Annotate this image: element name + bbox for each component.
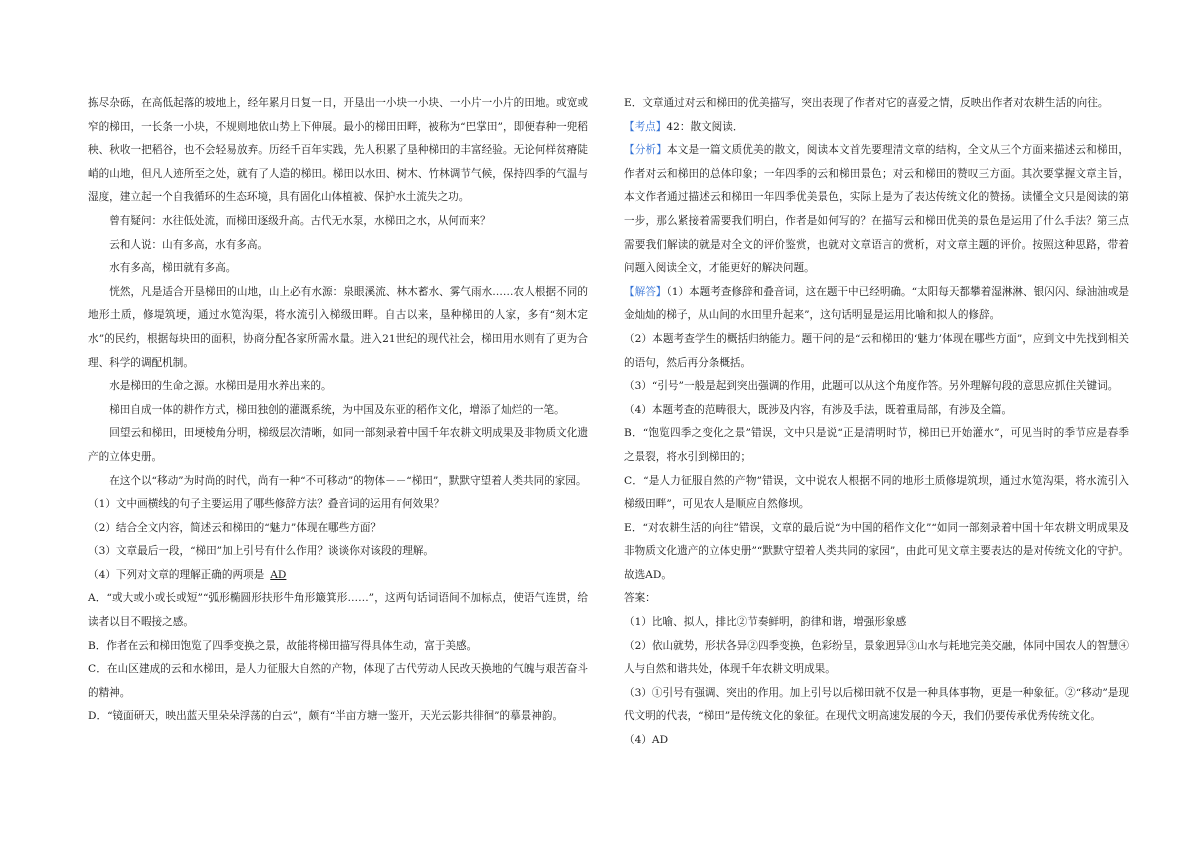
jieda-4: （4）本题考查的范畴很大，既涉及内容，有涉及手法，既着重局部，有涉及全篇。 xyxy=(624,403,1013,416)
left-column xyxy=(88,92,588,729)
jieda-3: （3）“引号”一般是起到突出强调的作用，此题可以从这个角度作答。另外理解句段的意思应抓住关键词。 xyxy=(624,380,1119,393)
option-c: C．在山区建成的云和水梯田，是人力征服大自然的产物，体现了古代劳动人民改天换地的气魄与艰苦奋斗的精神。 xyxy=(88,663,588,699)
right-column xyxy=(624,92,1129,753)
passage-paragraph: 水是梯田的生命之源。水梯田是用水养出来的。 xyxy=(109,380,332,393)
passage-paragraph: 水有多高，梯田就有多高。 xyxy=(109,262,237,275)
answer-heading: 答案： xyxy=(624,592,656,605)
question-4-answer: AD xyxy=(270,568,287,581)
answer-2: （2）依山就势，形状各异②四季变换，色彩纷呈，景象迥异③山水与耗地完美交融，体同中国农人的智慧④人与自然和谐共处，体现千年农耕文明成果。 xyxy=(624,639,1129,676)
answer-1: （1）比喻、拟人，排比②节奏鲜明，韵律和谐，增强形象感 xyxy=(624,616,907,629)
kaodian-label: 【考点】 xyxy=(624,120,667,133)
jieda-c: C．“是人力征服自然的产物”错误，文中说农人根据不同的地形土质修堤筑坝，通过水笕沟渠，将水流引入梯级田畔”，可见农人是顺应自然修坝。 xyxy=(624,474,1129,511)
passage-paragraph: 恍然，凡是适合开垦梯田的山地，山上必有水源：泉眼溪流、林木蓄水、雾气雨水……农人根据不同的地形土质，修堤筑埂，通过水笕沟渠，将水流引入梯级田畔。自古以来，垦种梯田的人家，多有“刻木定水”的民约，根据每块田的面积，协商分配各家所需水量。进入21世纪的现代社会，梯田用水则有了更为合理、科学的调配机制。 xyxy=(88,285,588,369)
passage-paragraph: 回望云和梯田，田埂棱角分明，梯级层次清晰，如同一部刻录着中国千年农耕文明成果及非物质文化遗产的立体史册。 xyxy=(88,427,588,463)
question-4-text: （4）下列对文章的理解正确的两项是 xyxy=(88,568,265,581)
option-a: A．“或大或小或长或短”“弧形椭圆形扶形牛角形簸箕形……”，这两句话词语间不加标点，使语气连贯，给读者以目不暇接之感。 xyxy=(88,592,588,629)
question-4 xyxy=(88,564,588,588)
passage-paragraph: 曾有疑问：水往低处流，而梯田逐级升高。古代无水泵，水梯田之水，从何而来？ xyxy=(109,214,491,227)
option-b: B．作者在云和梯田饱览了四季变换之景，故能将梯田描写得具体生动，富于美感。 xyxy=(88,639,478,652)
passage-paragraph: 拣尽杂砾，在高低起落的坡地上，经年累月日复一日，开垦出一小块一小块、一小片一小片的田地。或宽或窄的梯田，一长条一小块，不规则地依山势上下伸展。最小的梯田田畔，被称为“巴掌田”，即便春种一兜稻秧、秋收一把稻谷，也不会轻易放弃。历经千百年实践，先人积累了垦种梯田的丰富经验。无论何样贫瘠陡峭的山地，但凡人迹所至之处，就有了人造的梯田。梯田以水田、树木、竹林调节气候，保持四季的气温与湿度，建立起一个自我循环的生态环境，具有固化山体植被、保护水土流失之功。 xyxy=(88,97,588,204)
jieda-label: 【解答】 xyxy=(624,285,667,298)
passage-paragraph: 云和人说：山有多高，水有多高。 xyxy=(109,238,269,251)
question-2: （2）结合全文内容，简述云和梯田的“魅力”体现在哪些方面？ xyxy=(88,521,382,534)
fenxi-label: 【分析】 xyxy=(624,144,667,157)
jieda-b: B．“饱览四季之变化之景”错误，文中只是说“正是清明时节，梯田已开始灌水”，可见当时的季节应是春季之景裂，将水引到梯田的； xyxy=(624,427,1129,463)
fenxi-text: 本文是一篇文质优美的散文，阅读本文首先要理清文章的结构，全文从三个方面来描述云和梯田，作者对云和梯田的总体印象；一年四季的云和梯田景色；对云和梯田的赞叹三方面。其次要掌握文章主旨，本文作者通过描述云和梯田一年四季优美景色，实际上是为了表达传统文化的赞扬。读懂全文只是阅读的第一步，那么紧接着需要我们明白，作者是如何写的？在描写云和梯田优美的景色是运用了什么手法？第三点需要我们解读的就是对全文的评价鉴赏，也就对文章语言的赏析，对文章主题的评价。按照这种思路，带着问题入阅读全文，才能更好的解决问题。 xyxy=(624,144,1130,275)
option-d: D．“镜面研天，映出蓝天里朵朵浮荡的白云”，颇有“半亩方塘一鉴开，天光云影共徘徊”的摹景神韵。 xyxy=(88,710,564,723)
jieda xyxy=(624,281,1129,328)
fenxi xyxy=(624,139,1129,281)
question-3: （3）文章最后一段，“梯田”加上引号有什么作用？谈谈你对该段的理解。 xyxy=(88,545,434,558)
kaodian xyxy=(624,116,1129,140)
passage-paragraph: 梯田自成一体的耕作方式，梯田独创的灌溉系统，为中国及东亚的稻作文化，增添了灿烂的一笔。 xyxy=(109,403,565,416)
answer-4: （4）AD xyxy=(624,734,669,747)
jieda-e: E．“对农耕生活的向往”错误，文章的最后说“为中国的稻作文化”“如同一部刻录着中国十年农耕文明成果及非物质文化遗产的立体史册”“默默守望着人类共同的家园”，由此可见文章主要表达的是对传统文化的守护。故选AD。 xyxy=(624,521,1129,581)
answer-3: （3）①引号有强调、突出的作用。加上引号以后梯田就不仅是一种具体事物，更是一种象征。②“移动”是现代文明的代表，“梯田”是传统文化的象征。在现代文明高速发展的今天，我们仍要传承优秀传统文化。 xyxy=(624,686,1129,723)
question-1: （1）文中画横线的句子主要运用了哪些修辞方法？叠音词的运用有何效果？ xyxy=(88,498,445,511)
kaodian-text: 42：散文阅读． xyxy=(666,120,744,133)
jieda-text: （1）本题考查修辞和叠音词，这在题干中已经明确。“太阳每天都攀着湿淋淋、银闪闪、绿油油或是金灿灿的梯子，从山间的水田里升起来”，这句话明显是运用比喻和拟人的修辞。 xyxy=(624,285,1130,322)
passage-paragraph: 在这个以“移动”为时尚的时代，尚有一种“不可移动”的物体－－“梯田”，默默守望着人类共同的家园。 xyxy=(109,474,587,487)
option-e: E．文章通过对云和梯田的优美描写，突出表现了作者对它的喜爱之情，反映出作者对农耕生活的向往。 xyxy=(624,97,1109,109)
jieda-2: （2）本题考查学生的概括归纳能力。题干问的是“云和梯田的‘魅力’体现在哪些方面”，应到文中先找到相关的语句，然后再分条概括。 xyxy=(624,332,1129,369)
